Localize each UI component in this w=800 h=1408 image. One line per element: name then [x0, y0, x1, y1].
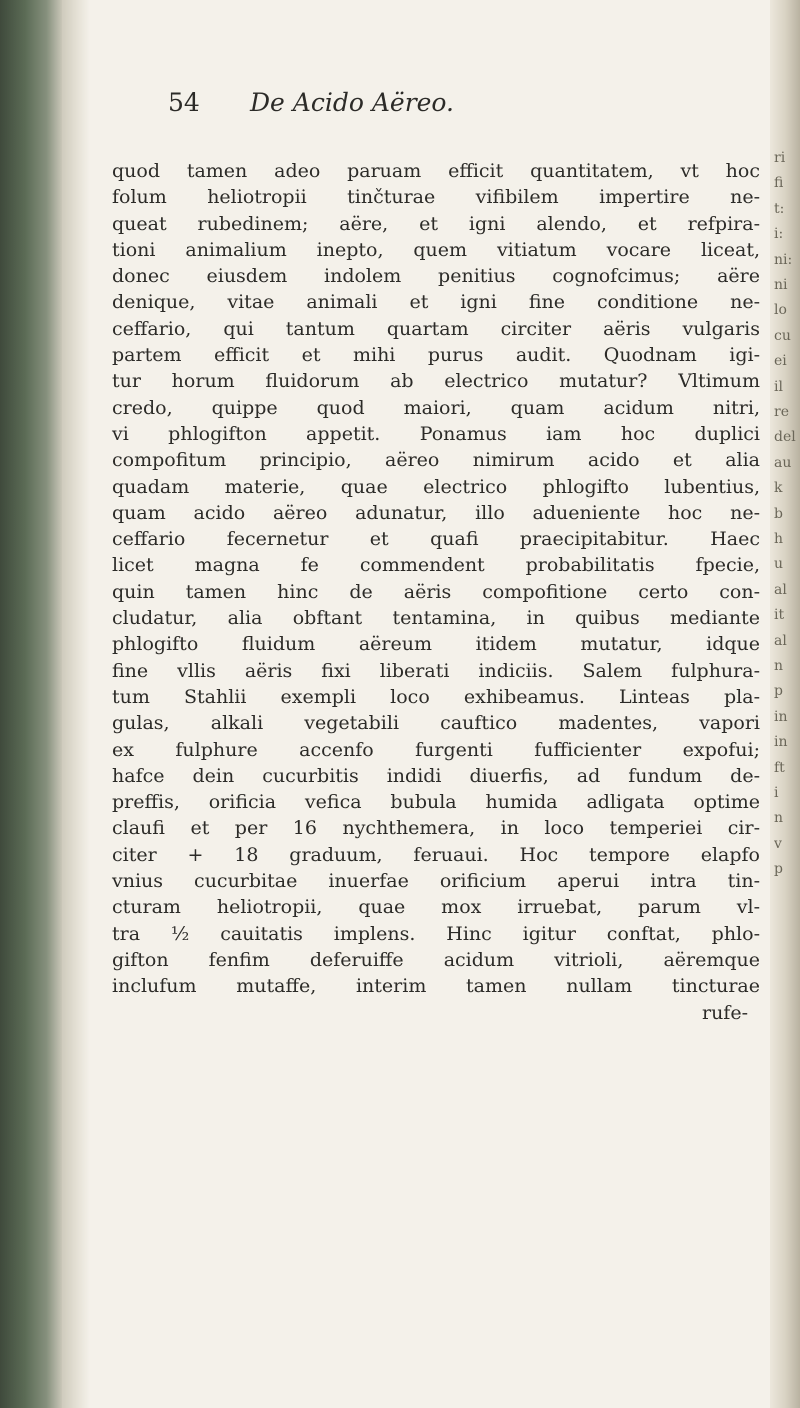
facing-page-fragment: in — [774, 734, 788, 751]
facing-page-fragment: v — [774, 835, 782, 852]
facing-page-edge — [770, 0, 800, 1408]
text-line: inclufum mutaffe, interim tamen nullam tincturae — [112, 975, 760, 998]
text-line: folum heliotropii tinčturae vifibilem impertire ne- — [112, 186, 760, 209]
facing-page-fragment: del — [774, 429, 796, 446]
facing-page-fragment: b — [774, 505, 783, 522]
facing-page-fragment: ei — [774, 353, 787, 370]
running-title: De Acido Aëreo. — [250, 88, 454, 117]
text-line: vi phlogifton appetit. Ponamus iam hoc duplici — [112, 422, 760, 445]
facing-page-fragment: u — [774, 556, 784, 573]
text-line: denique, vitae animali et igni fine conditione ne- — [112, 291, 760, 314]
facing-page-fragment: n — [774, 810, 784, 827]
facing-page-fragment: in — [774, 708, 788, 725]
facing-page-fragment: i — [774, 785, 779, 801]
facing-page-fragment: i: — [774, 226, 784, 243]
text-line: tur horum fluidorum ab electrico mutatur? Vltimum — [112, 370, 760, 393]
text-line: tra ½ cauitatis implens. Hinc igitur conftat, phlo- — [112, 922, 760, 945]
binding-gutter — [0, 0, 62, 1408]
text-line: tum Stahlii exempli loco exhibeamus. Linteas pla- — [112, 685, 760, 708]
text-line: quadam materie, quae electrico phlogifto lubentius, — [112, 475, 760, 498]
page-header — [168, 88, 768, 124]
text-line: ceffario fecernetur et quafi praecipitabitur. Haec — [112, 528, 760, 551]
text-line: vnius cucurbitae inuerfae orificium aperui intra tin- — [112, 870, 760, 893]
text-line: licet magna fe commendent probabilitatis fpecie, — [112, 554, 760, 577]
facing-page-fragment: t: — [774, 200, 785, 217]
facing-page-fragment: it — [774, 607, 785, 624]
body-text — [112, 158, 760, 1026]
text-line: preffis, orificia vefica bubula humida adligata optime — [112, 791, 760, 814]
text-line: tioni animalium inepto, quem vitiatum vocare liceat, — [112, 238, 760, 261]
facing-page-fragment: h — [774, 531, 784, 547]
facing-page-fragment: ft — [774, 759, 785, 776]
facing-page-fragment: ri — [774, 150, 786, 166]
text-line: ex fulphure accenfo furgenti fufficienter expofui; — [112, 738, 760, 761]
facing-page-fragment: lo — [774, 302, 787, 319]
facing-page-fragment: cu — [774, 327, 791, 344]
facing-page-fragment: al — [774, 632, 787, 649]
facing-page-fragment: k — [774, 480, 783, 497]
facing-page-fragment: au — [774, 454, 792, 471]
text-line: cludatur, alia obftant tentamina, in quibus mediante — [112, 607, 760, 630]
text-line: compofitum principio, aëreo nimirum acido et alia — [112, 449, 760, 472]
text-line: phlogifto fluidum aëreum itidem mutatur, idque — [112, 633, 760, 656]
text-line: quod tamen adeo paruam efficit quantitatem, vt hoc — [112, 160, 760, 182]
facing-page-fragment: il — [774, 378, 783, 395]
text-line: queat rubedinem; aëre, et igni alendo, et refpira- — [112, 212, 760, 235]
facing-page-fragment: fi — [774, 175, 784, 192]
facing-page-fragment: p — [774, 861, 783, 878]
binding-shadow — [62, 0, 90, 1408]
facing-page-fragment: n — [774, 658, 784, 674]
facing-page-fragment: ni — [774, 277, 788, 293]
text-line: cturam heliotropii, quae mox irruebat, parum vl- — [112, 896, 760, 919]
text-line: hafce dein cucurbitis indidi diuerfis, ad fundum de- — [112, 764, 760, 787]
facing-page-fragment: p — [774, 683, 783, 700]
text-line: ceffario, qui tantum quartam circiter aëris vulgaris — [112, 317, 760, 340]
text-line: citer + 18 graduum, feruaui. Hoc tempore elapfo — [112, 843, 760, 866]
facing-page-fragment: al — [774, 581, 787, 598]
text-line: partem efficit et mihi purus audit. Quodnam igi- — [112, 344, 760, 367]
text-line: donec eiusdem indolem penitius cognofcimus; aëre — [112, 265, 760, 288]
facing-page-fragment: ni: — [774, 251, 793, 268]
text-line: quin tamen hinc de aëris compofitione certo con- — [112, 580, 760, 603]
text-line: gifton fenfim deferuiffe acidum vitrioli, aëremque — [112, 948, 760, 971]
catchword: rufe- — [701, 1001, 748, 1024]
text-line: claufi et per 16 nychthemera, in loco temperiei cir- — [112, 817, 760, 840]
page-number: 54 — [168, 88, 200, 117]
text-line: quam acido aëreo adunatur, illo adueniente hoc ne- — [112, 501, 760, 524]
facing-page-fragment: re — [774, 404, 789, 420]
text-line: gulas, alkali vegetabili cauftico madentes, vapori — [112, 712, 760, 735]
text-line: credo, quippe quod maiori, quam acidum nitri, — [112, 396, 760, 419]
text-line: fine vllis aëris fixi liberati indiciis. Salem fulphura- — [112, 659, 760, 682]
